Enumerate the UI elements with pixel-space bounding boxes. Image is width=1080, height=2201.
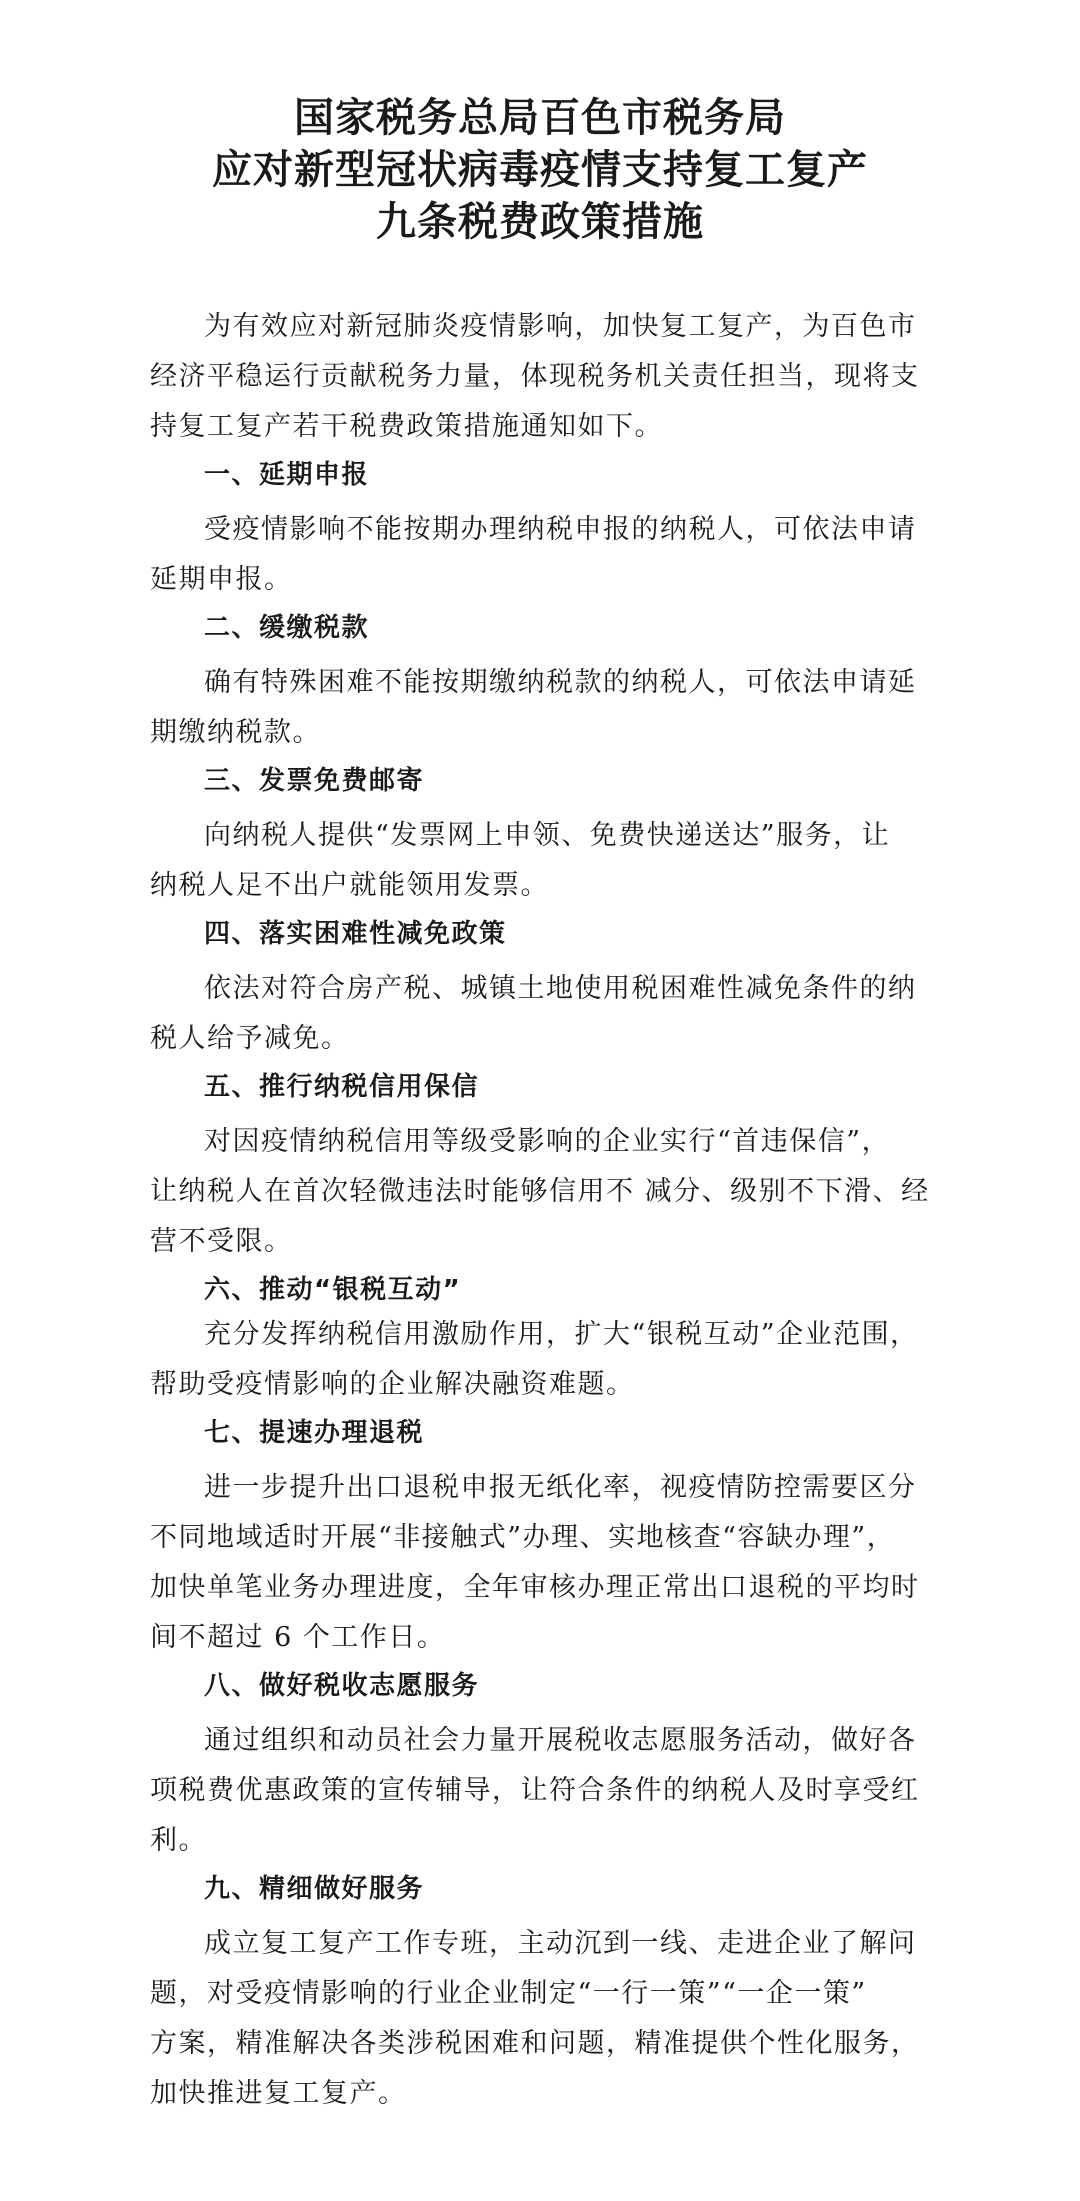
section-paragraph <box>150 1310 930 1410</box>
text-line: 确有特殊困难不能按期缴纳税款的纳税人，可依法申请延 <box>204 667 917 698</box>
text-line: 经济平稳运行贡献税务力量，体现税务机关责任担当，现将支 <box>150 361 920 392</box>
text-line: 依法对符合房产税、城镇土地使用税困难性减免条件的纳 <box>204 973 917 1004</box>
section-paragraph <box>150 1463 930 1663</box>
section-paragraph <box>150 1919 930 2119</box>
text-line: 充分发挥纳税信用激励作用，扩大“银税互动”企业范围， <box>204 1319 919 1350</box>
section-paragraph <box>150 811 930 911</box>
text-line: 让纳税人在首次轻微违法时能够信用不 减分、级别不下滑、经 <box>150 1176 930 1207</box>
section-heading: 三、发票免费邮寄 <box>204 766 425 796</box>
section-heading: 五、推行纳税信用保信 <box>204 1072 480 1102</box>
text-line: 间不超过 6 个工作日。 <box>150 1622 446 1653</box>
text-line: 延期申报。 <box>150 564 293 595</box>
title-line: 应对新型冠状病毒疫情支持复工复产 <box>212 146 868 193</box>
text-line: 利。 <box>150 1825 207 1856</box>
title-line: 国家税务总局百色市税务局 <box>294 94 786 141</box>
section-heading: 二、缓缴税款 <box>204 613 370 643</box>
text-line: 受疫情影响不能按期办理纳税申报的纳税人，可依法申请 <box>204 514 917 545</box>
section-paragraph <box>150 658 930 758</box>
text-line: 持复工复产若干税费政策措施通知如下。 <box>150 411 663 442</box>
section-paragraph <box>150 1716 930 1866</box>
text-line: 通过组织和动员社会力量开展税收志愿服务活动，做好各 <box>204 1725 917 1756</box>
text-line: 纳税人足不出户就能领用发票。 <box>150 870 549 901</box>
section-paragraph <box>150 964 930 1064</box>
text-line: 向纳税人提供“发票网上申领、免费快递送达”服务，让 <box>204 820 891 851</box>
section-paragraph <box>150 505 930 605</box>
text-line: 营不受限。 <box>150 1226 293 1257</box>
section-heading: 八、做好税收志愿服务 <box>204 1671 480 1701</box>
title-line: 九条税费政策措施 <box>376 198 704 245</box>
text-line: 加快单笔业务办理进度，全年审核办理正常出口退税的平均时 <box>150 1572 920 1603</box>
text-line: 加快推进复工复产。 <box>150 2078 407 2109</box>
section-heading: 四、落实困难性减免政策 <box>204 919 507 949</box>
text-line: 对因疫情纳税信用等级受影响的企业实行“首违保信”， <box>204 1126 891 1157</box>
text-line: 税人给予减免。 <box>150 1023 350 1054</box>
section-heading: 七、提速办理退税 <box>204 1418 425 1448</box>
intro-paragraph <box>150 302 930 452</box>
text-line: 为有效应对新冠肺炎疫情影响，加快复工复产，为百色市 <box>204 311 917 342</box>
text-line: 成立复工复产工作专班，主动沉到一线、走进企业了解问 <box>204 1928 917 1959</box>
text-line: 方案，精准解决各类涉税困难和问题，精准提供个性化服务， <box>150 2028 920 2059</box>
text-line: 帮助受疫情影响的企业解决融资难题。 <box>150 1369 635 1400</box>
text-line: 期缴纳税款。 <box>150 717 321 748</box>
text-line: 进一步提升出口退税申报无纸化率，视疫情防控需要区分 <box>204 1472 917 1503</box>
section-heading: 一、延期申报 <box>204 460 370 490</box>
text-line: 题，对受疫情影响的行业企业制定“一行一策”“一企一策” <box>150 1978 867 2009</box>
document-title <box>0 92 1080 248</box>
section-heading: 九、精细做好服务 <box>204 1874 425 1904</box>
section-paragraph <box>150 1117 930 1267</box>
section-heading: 六、推动“银税互动” <box>204 1275 462 1305</box>
text-line: 项税费优惠政策的宣传辅导，让符合条件的纳税人及时享受红 <box>150 1775 920 1806</box>
text-line: 不同地域适时开展“非接触式”办理、实地核查“容缺办理”， <box>150 1522 896 1553</box>
